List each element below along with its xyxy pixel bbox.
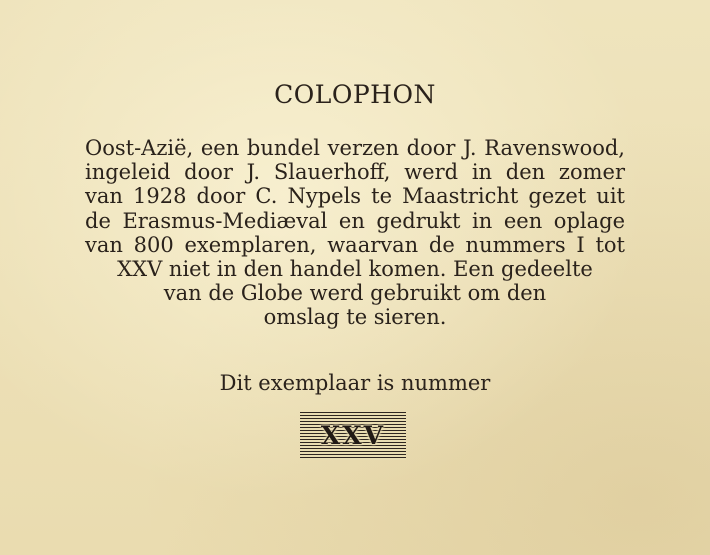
- colophon-text: [85, 136, 625, 330]
- colophon-line: omslag te sieren.: [263, 305, 447, 330]
- colophon-line: van 800 exemplaren, waarvan de nummers I tot: [85, 232, 625, 257]
- colophon-title: COLOPHON: [274, 80, 436, 109]
- edition-number-stamp: [300, 412, 406, 460]
- edition-number: XXV: [320, 421, 386, 450]
- edition-label: Dit exemplaar is nummer: [219, 371, 491, 395]
- colophon-line: van de Globe werd gebruikt om den: [163, 281, 547, 306]
- colophon-line: van 1928 door C. Nypels te Maastricht gezet uit: [85, 184, 625, 209]
- colophon-line: ingeleid door J. Slauerhoff, werd in den zomer: [85, 160, 625, 185]
- colophon-line: Oost-Azië, een bundel verzen door J. Ravenswood,: [85, 136, 625, 160]
- colophon-line: XXV niet in den handel komen. Een gedeelte: [117, 257, 593, 282]
- colophon-line: de Erasmus-Mediæval en gedrukt in een oplage: [85, 208, 625, 233]
